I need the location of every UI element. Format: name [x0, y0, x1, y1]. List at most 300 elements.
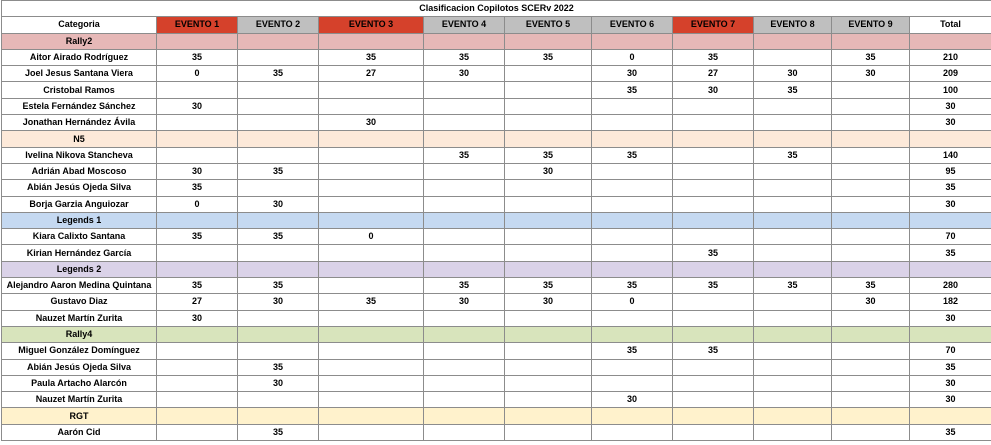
score-cell [673, 98, 754, 114]
score-cell [754, 310, 832, 326]
header-row [2, 17, 991, 33]
score-cell: 35 [424, 147, 505, 163]
total-cell: 30 [910, 115, 991, 131]
group-label: Legends 2 [2, 261, 157, 277]
score-cell [832, 310, 910, 326]
score-cell [157, 147, 238, 163]
score-cell [238, 98, 319, 114]
score-cell [424, 375, 505, 391]
group-cell [424, 212, 505, 228]
group-cell [910, 408, 991, 424]
score-cell [424, 392, 505, 408]
score-cell [832, 392, 910, 408]
copilot-name: Nauzet Martín Zurita [2, 310, 157, 326]
score-cell: 35 [424, 49, 505, 65]
score-cell: 30 [424, 294, 505, 310]
score-cell: 30 [238, 294, 319, 310]
score-cell [592, 180, 673, 196]
score-cell [754, 98, 832, 114]
group-cell [157, 261, 238, 277]
group-cell [592, 131, 673, 147]
header-evento-8: EVENTO 8 [754, 17, 832, 33]
group-cell [910, 33, 991, 49]
group-label: RGT [2, 408, 157, 424]
group-row [2, 261, 991, 277]
score-cell [505, 196, 592, 212]
group-cell [673, 326, 754, 342]
copilot-name: Jonathan Hernández Ávila [2, 115, 157, 131]
score-cell [505, 180, 592, 196]
score-cell: 35 [505, 49, 592, 65]
score-cell: 35 [238, 163, 319, 179]
score-cell [832, 245, 910, 261]
score-cell [505, 375, 592, 391]
group-cell [505, 212, 592, 228]
score-cell [319, 98, 424, 114]
score-cell [505, 359, 592, 375]
group-label: Legends 1 [2, 212, 157, 228]
group-cell [910, 212, 991, 228]
group-cell [592, 212, 673, 228]
score-cell [505, 424, 592, 440]
score-cell [832, 375, 910, 391]
group-row [2, 131, 991, 147]
group-cell [319, 33, 424, 49]
score-cell [424, 163, 505, 179]
group-cell [832, 33, 910, 49]
score-cell: 35 [319, 294, 424, 310]
group-cell [157, 212, 238, 228]
score-cell [424, 245, 505, 261]
score-cell: 35 [592, 147, 673, 163]
table-row [2, 343, 991, 359]
score-cell [157, 343, 238, 359]
group-cell [157, 326, 238, 342]
score-cell [505, 115, 592, 131]
score-cell: 35 [157, 180, 238, 196]
score-cell: 35 [424, 278, 505, 294]
score-cell: 30 [754, 66, 832, 82]
group-cell [832, 261, 910, 277]
score-cell [319, 196, 424, 212]
score-cell [319, 163, 424, 179]
header-evento-4: EVENTO 4 [424, 17, 505, 33]
score-cell [424, 310, 505, 326]
score-cell: 35 [238, 66, 319, 82]
group-cell [673, 212, 754, 228]
score-cell [832, 359, 910, 375]
score-cell [319, 180, 424, 196]
score-cell [505, 310, 592, 326]
score-cell [424, 115, 505, 131]
score-cell: 30 [592, 66, 673, 82]
score-cell: 30 [832, 66, 910, 82]
score-cell: 35 [673, 245, 754, 261]
header-evento-6: EVENTO 6 [592, 17, 673, 33]
group-cell [754, 261, 832, 277]
group-cell [754, 212, 832, 228]
score-cell [832, 343, 910, 359]
table-row [2, 278, 991, 294]
score-cell [319, 278, 424, 294]
score-cell [754, 196, 832, 212]
group-row [2, 212, 991, 228]
score-cell: 35 [754, 147, 832, 163]
copilot-name: Borja Garzia Anguiozar [2, 196, 157, 212]
total-cell: 35 [910, 180, 991, 196]
score-cell [424, 98, 505, 114]
total-cell: 210 [910, 49, 991, 65]
group-cell [238, 131, 319, 147]
score-cell [319, 392, 424, 408]
copilot-name: Abián Jesús Ojeda Silva [2, 180, 157, 196]
group-cell [424, 33, 505, 49]
score-cell: 35 [238, 359, 319, 375]
score-cell: 35 [592, 82, 673, 98]
table-row [2, 359, 991, 375]
group-cell [424, 326, 505, 342]
header-evento-3: EVENTO 3 [319, 17, 424, 33]
group-cell [754, 33, 832, 49]
table-row [2, 163, 991, 179]
header-evento-1: EVENTO 1 [157, 17, 238, 33]
group-cell [238, 326, 319, 342]
score-cell [754, 359, 832, 375]
score-cell [238, 343, 319, 359]
score-cell [673, 359, 754, 375]
score-cell [673, 229, 754, 245]
group-label: N5 [2, 131, 157, 147]
score-cell: 35 [505, 278, 592, 294]
score-cell [319, 310, 424, 326]
score-cell [754, 180, 832, 196]
score-cell [592, 375, 673, 391]
score-cell [673, 163, 754, 179]
header-categoria: Categoria [2, 17, 157, 33]
score-cell [673, 147, 754, 163]
score-cell: 27 [673, 66, 754, 82]
group-cell [832, 212, 910, 228]
group-cell [910, 261, 991, 277]
table-row [2, 115, 991, 131]
group-label: Rally4 [2, 326, 157, 342]
score-cell: 35 [832, 278, 910, 294]
score-cell [319, 343, 424, 359]
score-cell [424, 180, 505, 196]
score-cell [592, 229, 673, 245]
copilot-name: Miguel González Domínguez [2, 343, 157, 359]
group-cell [910, 131, 991, 147]
copilot-name: Joel Jesus Santana Viera [2, 66, 157, 82]
copilot-name: Nauzet Martín Zurita [2, 392, 157, 408]
score-cell [754, 375, 832, 391]
table-row [2, 98, 991, 114]
group-cell [673, 33, 754, 49]
score-cell: 0 [157, 66, 238, 82]
score-cell [238, 180, 319, 196]
score-cell: 30 [157, 310, 238, 326]
score-cell [754, 424, 832, 440]
group-cell [754, 326, 832, 342]
score-cell: 35 [157, 229, 238, 245]
group-cell [673, 261, 754, 277]
score-cell [673, 115, 754, 131]
score-cell [592, 115, 673, 131]
score-cell [157, 82, 238, 98]
score-cell [505, 66, 592, 82]
group-row [2, 33, 991, 49]
table-row [2, 229, 991, 245]
score-cell [424, 343, 505, 359]
score-cell [505, 392, 592, 408]
total-cell: 280 [910, 278, 991, 294]
copilot-name: Estela Fernández Sánchez [2, 98, 157, 114]
standings-table [1, 0, 991, 441]
header-evento-9: EVENTO 9 [832, 17, 910, 33]
score-cell: 35 [673, 49, 754, 65]
score-cell [505, 82, 592, 98]
score-cell: 35 [238, 229, 319, 245]
score-cell [424, 196, 505, 212]
score-cell [592, 424, 673, 440]
score-cell: 35 [673, 343, 754, 359]
score-cell [754, 294, 832, 310]
table-body [2, 1, 991, 441]
score-cell [754, 229, 832, 245]
group-cell [505, 326, 592, 342]
score-cell [754, 343, 832, 359]
total-cell: 140 [910, 147, 991, 163]
table-row [2, 82, 991, 98]
score-cell [238, 310, 319, 326]
total-cell: 70 [910, 229, 991, 245]
total-cell: 70 [910, 343, 991, 359]
group-cell [754, 408, 832, 424]
score-cell [754, 115, 832, 131]
table-row [2, 392, 991, 408]
group-row [2, 326, 991, 342]
group-cell [505, 33, 592, 49]
copilot-name: Cristobal Ramos [2, 82, 157, 98]
score-cell [238, 49, 319, 65]
score-cell [238, 147, 319, 163]
group-cell [319, 131, 424, 147]
copilot-name: Kirian Hernández García [2, 245, 157, 261]
score-cell: 35 [754, 278, 832, 294]
copilot-name: Gustavo Diaz [2, 294, 157, 310]
score-cell: 30 [157, 98, 238, 114]
group-cell [424, 408, 505, 424]
score-cell [673, 310, 754, 326]
score-cell [832, 163, 910, 179]
score-cell [592, 310, 673, 326]
score-cell [238, 115, 319, 131]
score-cell: 35 [238, 278, 319, 294]
score-cell [157, 115, 238, 131]
score-cell: 35 [157, 49, 238, 65]
copilot-name: Adrián Abad Moscoso [2, 163, 157, 179]
score-cell: 35 [673, 278, 754, 294]
score-cell [157, 375, 238, 391]
score-cell [505, 98, 592, 114]
score-cell: 30 [832, 294, 910, 310]
total-cell: 100 [910, 82, 991, 98]
group-cell [505, 408, 592, 424]
total-cell: 30 [910, 98, 991, 114]
total-cell: 30 [910, 310, 991, 326]
group-cell [910, 326, 991, 342]
score-cell [592, 359, 673, 375]
group-label: Rally2 [2, 33, 157, 49]
score-cell: 35 [832, 49, 910, 65]
score-cell: 30 [505, 163, 592, 179]
score-cell [592, 163, 673, 179]
copilot-name: Kiara Calixto Santana [2, 229, 157, 245]
score-cell [832, 115, 910, 131]
table-row [2, 245, 991, 261]
score-cell [319, 424, 424, 440]
score-cell: 35 [592, 343, 673, 359]
score-cell: 30 [157, 163, 238, 179]
copilot-name: Ivelina Nikova Stancheva [2, 147, 157, 163]
group-cell [832, 131, 910, 147]
score-cell [832, 229, 910, 245]
score-cell [238, 245, 319, 261]
group-cell [592, 33, 673, 49]
score-cell [157, 359, 238, 375]
score-cell: 35 [157, 278, 238, 294]
group-cell [592, 326, 673, 342]
group-cell [424, 261, 505, 277]
group-cell [832, 326, 910, 342]
table-row [2, 196, 991, 212]
score-cell: 0 [592, 49, 673, 65]
score-cell [832, 82, 910, 98]
group-cell [157, 131, 238, 147]
title-row [2, 1, 991, 17]
group-cell [754, 131, 832, 147]
score-cell [754, 245, 832, 261]
score-cell [832, 196, 910, 212]
group-cell [673, 131, 754, 147]
group-cell [592, 261, 673, 277]
header-evento-2: EVENTO 2 [238, 17, 319, 33]
score-cell: 27 [157, 294, 238, 310]
score-cell [319, 245, 424, 261]
total-cell: 35 [910, 424, 991, 440]
score-cell [832, 98, 910, 114]
score-cell [157, 424, 238, 440]
score-cell [319, 82, 424, 98]
table-row [2, 310, 991, 326]
score-cell [238, 392, 319, 408]
header-evento-7: EVENTO 7 [673, 17, 754, 33]
score-cell [424, 424, 505, 440]
score-cell: 30 [319, 115, 424, 131]
score-cell [673, 196, 754, 212]
total-cell: 35 [910, 359, 991, 375]
score-cell: 35 [592, 278, 673, 294]
score-cell: 30 [505, 294, 592, 310]
group-cell [319, 326, 424, 342]
score-cell [505, 229, 592, 245]
copilot-name: Paula Artacho Alarcón [2, 375, 157, 391]
score-cell [505, 343, 592, 359]
table-row [2, 49, 991, 65]
total-cell: 30 [910, 196, 991, 212]
total-cell: 30 [910, 375, 991, 391]
group-cell [319, 261, 424, 277]
score-cell: 0 [157, 196, 238, 212]
group-cell [673, 408, 754, 424]
total-cell: 30 [910, 392, 991, 408]
score-cell: 35 [754, 82, 832, 98]
total-cell: 209 [910, 66, 991, 82]
score-cell: 0 [319, 229, 424, 245]
score-cell [832, 147, 910, 163]
group-cell [505, 131, 592, 147]
score-cell [424, 229, 505, 245]
score-cell [754, 49, 832, 65]
group-row [2, 408, 991, 424]
table-row [2, 424, 991, 440]
score-cell [319, 375, 424, 391]
table-title: Clasificacion Copilotos SCERv 2022 [2, 1, 991, 17]
header-total: Total [910, 17, 991, 33]
score-cell [673, 424, 754, 440]
score-cell [319, 147, 424, 163]
score-cell: 35 [238, 424, 319, 440]
group-cell [157, 408, 238, 424]
score-cell: 30 [238, 196, 319, 212]
total-cell: 35 [910, 245, 991, 261]
total-cell: 95 [910, 163, 991, 179]
copilot-name: Abián Jesús Ojeda Silva [2, 359, 157, 375]
table-row [2, 375, 991, 391]
header-evento-5: EVENTO 5 [505, 17, 592, 33]
score-cell [157, 245, 238, 261]
group-cell [157, 33, 238, 49]
score-cell [592, 245, 673, 261]
group-cell [238, 33, 319, 49]
score-cell [505, 245, 592, 261]
score-cell [832, 180, 910, 196]
score-cell [592, 98, 673, 114]
score-cell: 30 [592, 392, 673, 408]
group-cell [424, 131, 505, 147]
group-cell [832, 408, 910, 424]
group-cell [238, 212, 319, 228]
score-cell: 30 [424, 66, 505, 82]
score-cell [754, 163, 832, 179]
group-cell [592, 408, 673, 424]
score-cell: 0 [592, 294, 673, 310]
table-row [2, 66, 991, 82]
group-cell [319, 212, 424, 228]
group-cell [238, 408, 319, 424]
table-row [2, 180, 991, 196]
score-cell [673, 375, 754, 391]
score-cell [754, 392, 832, 408]
score-cell: 30 [238, 375, 319, 391]
total-cell: 182 [910, 294, 991, 310]
score-cell [319, 359, 424, 375]
score-cell [832, 424, 910, 440]
copilot-name: Alejandro Aaron Medina Quintana [2, 278, 157, 294]
score-cell [238, 82, 319, 98]
group-cell [505, 261, 592, 277]
score-cell [673, 180, 754, 196]
